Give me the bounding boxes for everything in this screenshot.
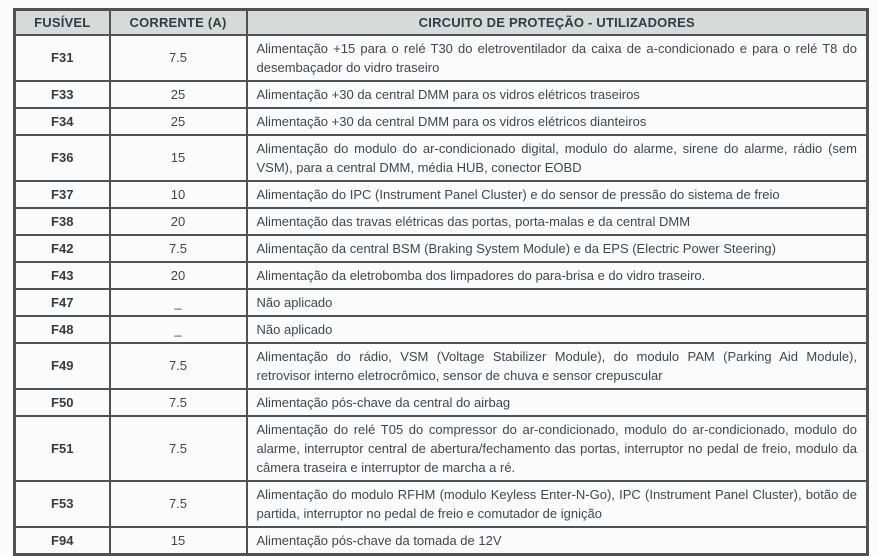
current-cell: 25 (110, 81, 247, 108)
fuse-cell: F51 (15, 416, 110, 481)
circuit-cell: Não aplicado (247, 289, 868, 316)
header-circuit: CIRCUITO DE PROTEÇÃO - UTILIZADORES (247, 10, 868, 35)
table-row (15, 389, 868, 416)
current-cell: 7.5 (110, 35, 247, 81)
fuse-cell: F33 (15, 81, 110, 108)
table-row (15, 343, 868, 389)
circuit-cell: Alimentação +15 para o relé T30 do eletroventilador da caixa de a-condicionado e para o relé T8 do desembaçador do vidro traseiro (247, 35, 868, 81)
circuit-cell: Não aplicado (247, 316, 868, 343)
fuse-table (13, 8, 869, 556)
table-row (15, 181, 868, 208)
fuse-cell: F42 (15, 235, 110, 262)
table-row (15, 208, 868, 235)
table-row (15, 135, 868, 181)
fuse-cell: F94 (15, 527, 110, 555)
table-row (15, 289, 868, 316)
circuit-cell: Alimentação do rádio, VSM (Voltage Stabilizer Module), do modulo PAM (Parking Aid Module), retrovisor interno eletrocrômico, sensor de chuva e sensor crepuscular (247, 343, 868, 389)
current-cell: 15 (110, 135, 247, 181)
header-fuse: FUSÍVEL (15, 10, 110, 35)
current-cell: 7.5 (110, 416, 247, 481)
circuit-cell: Alimentação pós-chave da central do airbag (247, 389, 868, 416)
circuit-cell: Alimentação do relé T05 do compressor do ar-condicionado, modulo do ar-condicionado, modulo do alarme, interruptor central de abertura/fechamento das portas, interruptor no pedal de freio, modulo da câmera traseira e interruptor de marcha a ré. (247, 416, 868, 481)
circuit-cell: Alimentação +30 da central DMM para os vidros elétricos dianteiros (247, 108, 868, 135)
current-cell: 7.5 (110, 389, 247, 416)
table-row (15, 527, 868, 555)
current-cell: _ (110, 316, 247, 343)
current-cell: 15 (110, 527, 247, 555)
table-row (15, 262, 868, 289)
fuse-cell: F34 (15, 108, 110, 135)
header-current: CORRENTE (A) (110, 10, 247, 35)
circuit-cell: Alimentação do modulo RFHM (modulo Keyless Enter-N-Go), IPC (Instrument Panel Cluster), botão de partida, interruptor no pedal de freio e comutador de ignição (247, 481, 868, 527)
fuse-cell: F36 (15, 135, 110, 181)
fuse-cell: F48 (15, 316, 110, 343)
current-cell: 7.5 (110, 235, 247, 262)
table-row (15, 235, 868, 262)
table-row (15, 108, 868, 135)
fuse-cell: F38 (15, 208, 110, 235)
table-row (15, 481, 868, 527)
table-row (15, 416, 868, 481)
current-cell: 25 (110, 108, 247, 135)
fuse-cell: F53 (15, 481, 110, 527)
table-row (15, 81, 868, 108)
fuse-cell: F31 (15, 35, 110, 81)
fuse-cell: F50 (15, 389, 110, 416)
fuse-cell: F37 (15, 181, 110, 208)
current-cell: 7.5 (110, 481, 247, 527)
current-cell: 20 (110, 208, 247, 235)
table-header (15, 10, 868, 35)
fuse-cell: F49 (15, 343, 110, 389)
table-body (15, 35, 868, 555)
circuit-cell: Alimentação +30 da central DMM para os vidros elétricos traseiros (247, 81, 868, 108)
circuit-cell: Alimentação da central BSM (Braking System Module) e da EPS (Electric Power Steering) (247, 235, 868, 262)
circuit-cell: Alimentação das travas elétricas das portas, porta-malas e da central DMM (247, 208, 868, 235)
current-cell: _ (110, 289, 247, 316)
table-row (15, 35, 868, 81)
current-cell: 20 (110, 262, 247, 289)
circuit-cell: Alimentação do IPC (Instrument Panel Cluster) e do sensor de pressão do sistema de freio (247, 181, 868, 208)
circuit-cell: Alimentação do modulo do ar-condicionado digital, modulo do alarme, sirene do alarme, rádio (sem VSM), para a central DMM, média HUB, conector EOBD (247, 135, 868, 181)
fuse-cell: F43 (15, 262, 110, 289)
current-cell: 7.5 (110, 343, 247, 389)
circuit-cell: Alimentação pós-chave da tomada de 12V (247, 527, 868, 555)
current-cell: 10 (110, 181, 247, 208)
fuse-cell: F47 (15, 289, 110, 316)
circuit-cell: Alimentação da eletrobomba dos limpadores do para-brisa e do vidro traseiro. (247, 262, 868, 289)
header-row (15, 10, 868, 35)
table-row (15, 316, 868, 343)
